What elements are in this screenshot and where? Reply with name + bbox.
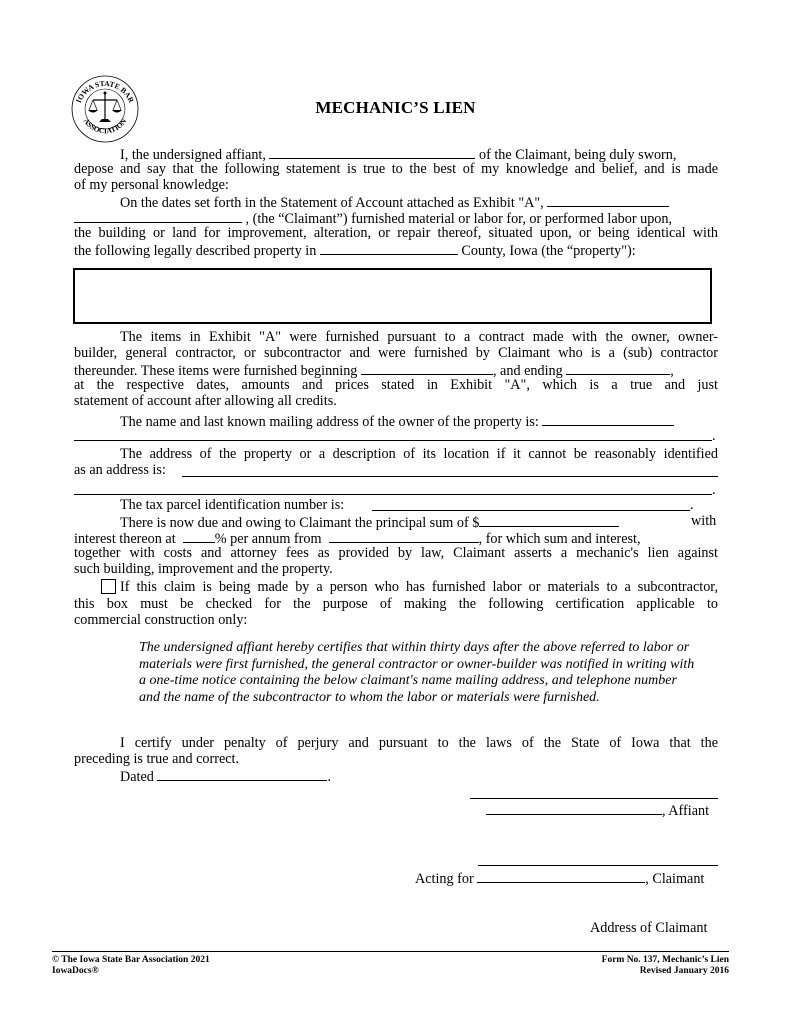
perjury-line: I certify under penalty of perjury and pursuant to the laws of the State of Iowa that the xyxy=(120,735,718,751)
owner-address-line xyxy=(120,412,674,430)
ending-text: , and ending xyxy=(492,363,563,379)
affiant-name-line xyxy=(486,801,709,819)
exhibit-dates-text: On the dates set forth in the Statement of Account attached as Exhibit "A", xyxy=(120,195,544,211)
footer-left xyxy=(52,955,210,977)
form-number-text: Form No. 137, Mechanic’s Lien xyxy=(601,955,729,965)
true-correct-line: preceding is true and correct. xyxy=(74,751,240,767)
county-blank[interactable] xyxy=(320,241,458,255)
depose-line: depose and say that the following statement is true to the best of my knowledge and belief, and is made xyxy=(74,161,718,177)
exhibit-contract-line: The items in Exhibit "A" were furnished pursuant to a contract made with the owner, owner- xyxy=(120,329,718,345)
interest-text: interest thereon at xyxy=(74,531,176,547)
copyright-text: © The Iowa State Bar Association 2021 xyxy=(52,955,210,965)
claimant-furnished-text: , (the “Claimant”) furnished material or labor for, or performed labor upon, xyxy=(245,211,673,227)
certification-statement: The undersigned affiant hereby certifies that within thirty days after the above referred to labor or materials were first furnished, the general contractor or owner-builder was notified in writing with a one-time notice containing the below claimant's name mailing address, and telephone number and the name of the subcontractor to whom the labor or materials were furnished. xyxy=(139,640,695,705)
claimant-label: , Claimant xyxy=(645,871,705,887)
county-iowa-text: County, Iowa (the “property"): xyxy=(461,243,636,259)
owner-address-blank-2[interactable] xyxy=(74,440,712,441)
claimant-sworn-text: of the Claimant, being duly sworn, xyxy=(479,147,677,163)
dated-line xyxy=(120,767,331,785)
interest-from-date-blank[interactable] xyxy=(329,529,479,543)
legal-description-box[interactable] xyxy=(73,268,712,324)
principal-sum-text: There is now due and owing to Claimant the principal sum of $ xyxy=(120,515,480,531)
affiant-intro-text: I, the undersigned affiant, xyxy=(120,147,266,163)
revised-date-text: Revised January 2016 xyxy=(639,966,729,976)
ending-date-blank[interactable] xyxy=(566,361,670,375)
owner-address-period: . xyxy=(712,428,716,444)
furnished-beginning-text: thereunder. These items were furnished beginning xyxy=(74,363,358,379)
footer-divider xyxy=(52,951,729,952)
per-annum-text: % per annum from xyxy=(214,531,322,547)
tax-parcel-blank[interactable] xyxy=(372,510,690,511)
property-address-period: . xyxy=(712,482,716,498)
builder-contractor-line: builder, general contractor, or subcontractor and were furnished by Claimant who is a (sub) contractor xyxy=(74,345,718,361)
claimant-name-blank[interactable] xyxy=(477,869,645,883)
costs-fees-line: together with costs and attorney fees as provided by law, Claimant asserts a mechanic's lien against xyxy=(74,545,718,561)
respective-dates-line: at the respective dates, amounts and prices stated in Exhibit "A", which is a true and just xyxy=(74,377,718,393)
box-checked-line: this box must be checked for the purpose of making the following certification applicable to xyxy=(74,596,718,612)
statement-account-line: statement of account after allowing all credits. xyxy=(74,393,337,409)
dated-blank[interactable] xyxy=(157,767,327,781)
svg-text:ASSOCIATION: ASSOCIATION xyxy=(81,116,129,136)
interest-rate-blank[interactable] xyxy=(183,529,215,543)
tax-parcel-text: The tax parcel identification number is: xyxy=(120,497,345,513)
claimant-signature-line[interactable] xyxy=(478,865,718,866)
tax-parcel-period: . xyxy=(690,497,694,513)
affiant-label: , Affiant xyxy=(662,803,710,819)
affiant-name-blank[interactable] xyxy=(486,801,662,815)
tax-parcel-line xyxy=(120,497,344,513)
ending-comma: , xyxy=(670,363,674,379)
personal-knowledge-line: of my personal knowledge: xyxy=(74,177,229,193)
with-text: with xyxy=(691,513,717,529)
document-title: MECHANIC’S LIEN xyxy=(315,98,476,117)
iowadocs-brand: IowaDocs® xyxy=(52,966,99,976)
owner-address-blank-1[interactable] xyxy=(542,412,674,426)
legal-description-text: the following legally described property in xyxy=(74,243,317,259)
acting-for-line xyxy=(415,869,704,887)
property-address-blank-1[interactable] xyxy=(182,476,718,477)
beginning-date-blank[interactable] xyxy=(361,361,493,375)
sum-interest-text: , for which sum and interest, xyxy=(478,531,641,547)
as-address-line xyxy=(74,462,166,478)
address-of-claimant-label: Address of Claimant xyxy=(590,920,708,936)
dated-period: . xyxy=(327,769,331,785)
subcontractor-certification-checkbox[interactable] xyxy=(101,579,116,594)
building-land-line: the building or land for improvement, alteration, or repair thereof, situated upon, or being identical with xyxy=(74,225,718,241)
svg-text:IOWA STATE BAR: IOWA STATE BAR xyxy=(73,78,136,105)
claimant-name-blank-2[interactable] xyxy=(74,209,242,223)
affiant-signature-line[interactable] xyxy=(470,798,718,799)
affiant-role-blank[interactable] xyxy=(269,145,475,159)
property-address-line: The address of the property or a description of its location if it cannot be reasonably identified xyxy=(120,446,718,462)
property-address-blank-2[interactable] xyxy=(74,494,712,495)
commercial-construction-line: commercial construction only: xyxy=(74,612,248,628)
principal-sum-blank[interactable] xyxy=(479,513,619,527)
subcontractor-claim-line: If this claim is being made by a person who has furnished labor or materials to a subcontractor, xyxy=(120,579,718,595)
owner-address-text: The name and last known mailing address of the owner of the property is: xyxy=(120,414,539,430)
claimant-name-blank-1[interactable] xyxy=(547,193,669,207)
dated-label: Dated xyxy=(120,769,154,785)
acting-for-label: Acting for xyxy=(415,871,474,887)
footer-right xyxy=(602,955,729,977)
as-address-text: as an address is: xyxy=(74,462,166,478)
county-line xyxy=(74,241,636,259)
building-improvement-line: such building, improvement and the property. xyxy=(74,561,333,577)
